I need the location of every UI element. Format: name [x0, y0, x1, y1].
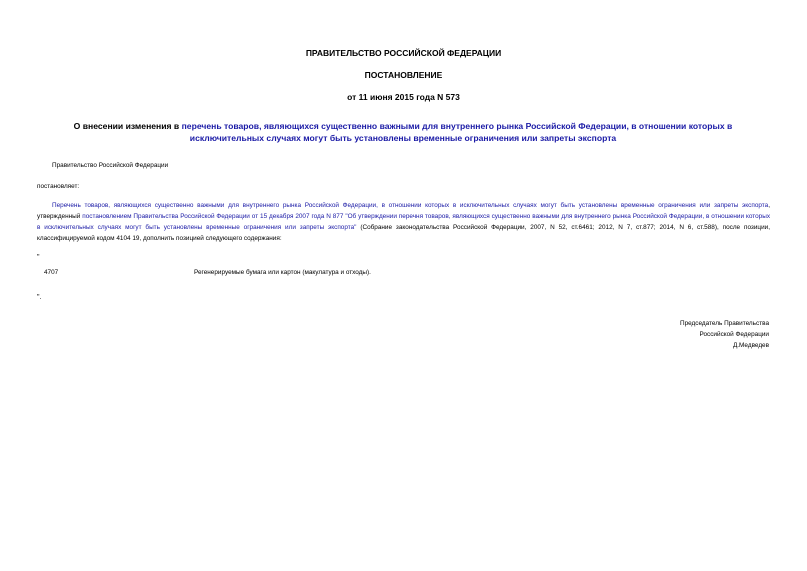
insertion-open-quote: "	[37, 254, 40, 261]
government-heading: ПРАВИТЕЛЬСТВО РОССИЙСКОЙ ФЕДЕРАЦИИ	[305, 48, 502, 58]
document-title	[58, 120, 748, 144]
insertion-description: Регенерируемые бумага или картон (макулатура и отходы).	[194, 269, 371, 276]
body-link-list[interactable]: Перечень товаров, являющихся существенно важными для внутреннего рынка Российской Федерации, в отношении которых в исключительных случаях могут быть установлены временные ограничения или запреты экспорта	[52, 202, 769, 209]
date-number-heading: от 11 июня 2015 года N 573	[347, 92, 460, 102]
insertion-close-quote: ".	[37, 294, 42, 301]
signature-name: Д.Медведев	[732, 342, 769, 349]
signature-title-line1: Председатель Правительства	[680, 320, 769, 327]
document-type-heading: ПОСТАНОВЛЕНИЕ	[364, 70, 443, 80]
body-link-decree[interactable]: постановлением Правительства Российской Федерации от 15 декабря 2007 года N 877 "Об утверждении перечня товаров, являющихся существенно важными для внутреннего рынка Российской Федерации, в отношении которых в исключительных случаях могут быть установлены временные ограничения или запреты экспорта"	[37, 213, 771, 231]
intro-resolves: постановляет:	[37, 183, 80, 190]
body-text-approved: , утвержденный	[37, 202, 770, 220]
title-prefix: О внесении изменения в	[73, 121, 182, 131]
signature-title-line2: Российской Федерации	[699, 331, 769, 338]
title-link[interactable]: перечень товаров, являющихся существенно важными для внутреннего рынка Российской Федерации, в отношении которых в исключительных случаях могут быть установлены временные ограничения или запреты экспорта	[181, 121, 733, 143]
insertion-code: 4707	[44, 269, 59, 276]
intro-government: Правительство Российской Федерации	[52, 162, 169, 169]
body-paragraph	[37, 200, 770, 244]
body-text-rest: (Собрание законодательства Российской Федерации, 2007, N 52, ст.6461; 2012, N 7, ст.877; 2014, N 6, ст.588), после позиции, классифицируемой кодом 4104 19, дополнить позицией следующего содержания:	[37, 224, 771, 242]
